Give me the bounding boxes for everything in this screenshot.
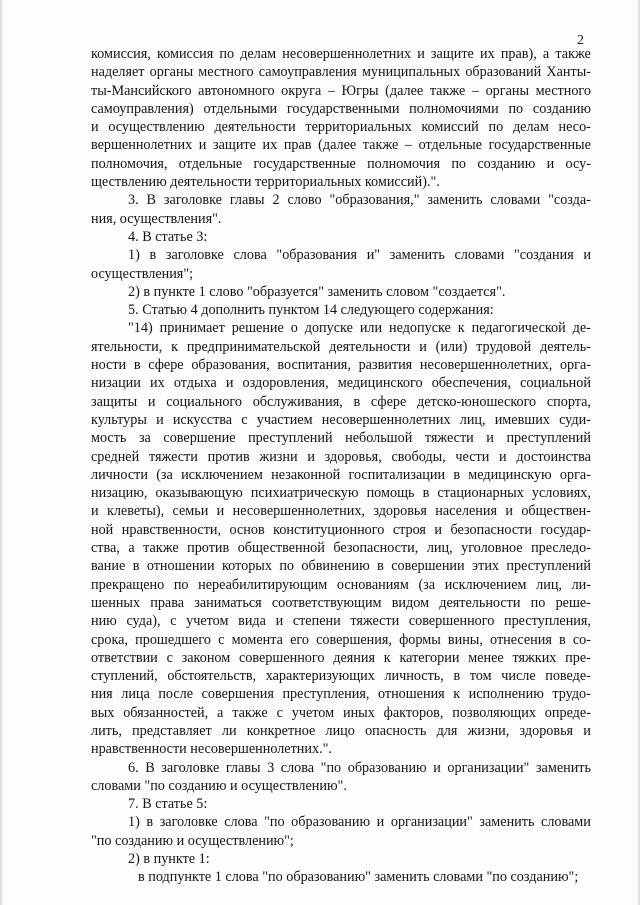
text-line: 6. В заголовке главы 3 слова "по образованию и организации" заменить — [128, 759, 591, 776]
text-line: ства, а также против общественной безопасности, лиц, уголовное преследо- — [91, 540, 591, 557]
text-line: низации их отдыха и оздоровления, медицинского обеспечения, социальной — [91, 375, 591, 392]
document-body — [91, 45, 591, 887]
text-line: полномочия, отдельные государственные полномочия по созданию и осу- — [91, 155, 591, 172]
text-line: лить, представляет ли конкретное лицо опасность для жизни, здоровья и — [91, 722, 591, 739]
page-number: 2 — [577, 33, 584, 48]
text-line: словами "по созданию и осуществлению". — [91, 777, 347, 794]
text-line: защиты и социального обслуживания, в сфере детско-юношеского спорта, — [91, 393, 591, 410]
text-line: мость за совершение преступлений небольшой тяжести и преступлений — [91, 430, 591, 447]
text-line: личности (за исключением незаконной госпитализации в медицинскую орга- — [91, 466, 591, 483]
text-line: осуществления"; — [91, 265, 194, 282]
text-line: шенных права заниматься соответствующим видом деятельности по реше- — [91, 594, 591, 611]
text-line: 1) в заголовке слова "образования и" заменить словами "создания и — [128, 247, 591, 264]
text-line: 1) в заголовке слова "по образованию и организации" заменить словами — [128, 814, 591, 831]
text-line: 5. Статью 4 дополнить пунктом 14 следующего содержания: — [128, 302, 494, 319]
text-line: самоуправления) отдельными государственными полномочиями по созданию — [91, 100, 591, 117]
text-line: прекращено по нереабилитирующим основаниям (за исключением лиц, ли- — [91, 576, 591, 593]
text-line: вых обязанностей, а также с учетом иных факторов, позволяющих опреде- — [91, 704, 591, 721]
text-line: ществлению деятельности территориальных комиссий).". — [91, 174, 440, 191]
text-line: ступлений, обстоятельств, характеризующих личность, в том числе поведе- — [91, 668, 591, 685]
text-line: "по созданию и осуществлению"; — [91, 832, 294, 849]
text-line: 2) в пункте 1: — [128, 851, 210, 868]
text-line: нравственности несовершеннолетних.". — [91, 741, 332, 758]
text-line: 4. В статье 3: — [128, 228, 208, 245]
text-line: 2) в пункте 1 слово "образуется" заменить словом "создается". — [128, 283, 506, 300]
text-line: нию суда), с учетом вида и степени тяжести совершенного преступления, — [91, 613, 591, 630]
text-line: и осуществлению деятельности территориальных комиссий по делам несо- — [91, 119, 591, 136]
text-line: ты-Мансийского автономного округа – Югры (далее также – органы местного — [91, 82, 591, 99]
text-line: "14) принимает решение о допуске или недопуске к педагогической де- — [128, 320, 591, 337]
text-line: срока, прошедшего с момента его совершения, формы вины, отнесения в со- — [91, 631, 591, 648]
text-line: ной нравственности, основ конституционного строя и безопасности государ- — [91, 521, 591, 538]
text-line: 7. В статье 5: — [128, 796, 208, 813]
text-line: в подпункте 1 слова "по образованию" заменить словами "по созданию"; — [138, 869, 579, 886]
text-line: 3. В заголовке главы 2 слово "образования," заменить словами "созда- — [128, 192, 591, 209]
text-line: ния, осуществления". — [91, 210, 222, 227]
text-line: ответствии с законом совершенного деяния к категории менее тяжких пре- — [91, 649, 591, 666]
text-line: культуры и искусства с участием несовершеннолетних лиц, имевших суди- — [91, 411, 591, 428]
text-line: вание в отношении которых по обвинению в совершении этих преступлений — [91, 558, 591, 575]
text-line: ния лица после совершения преступления, отношения к исполнению трудо- — [91, 686, 591, 703]
text-line: низацию, оказывающую психиатрическую помощь в стационарных условиях, — [91, 485, 591, 502]
text-line: наделяет органы местного самоуправления муниципальных образований Ханты- — [91, 64, 591, 81]
text-line: комиссия, комиссия по делам несовершеннолетних и защите их прав), а также — [91, 46, 591, 62]
text-line: вершеннолетних и защите их прав (далее также – отдельные государственные — [91, 137, 591, 154]
text-line: ятельности, к предпринимательской деятельности и (или) трудовой деятель- — [91, 338, 591, 355]
text-line: ности в сфере образования, воспитания, развития несовершеннолетних, орга- — [91, 357, 591, 374]
text-line: и клеветы), семьи и несовершеннолетних, здоровья населения и обществен- — [91, 503, 591, 520]
text-line: средней тяжести против жизни и здоровья, свободы, чести и достоинства — [91, 448, 591, 465]
scan-edge-left — [0, 0, 3, 905]
